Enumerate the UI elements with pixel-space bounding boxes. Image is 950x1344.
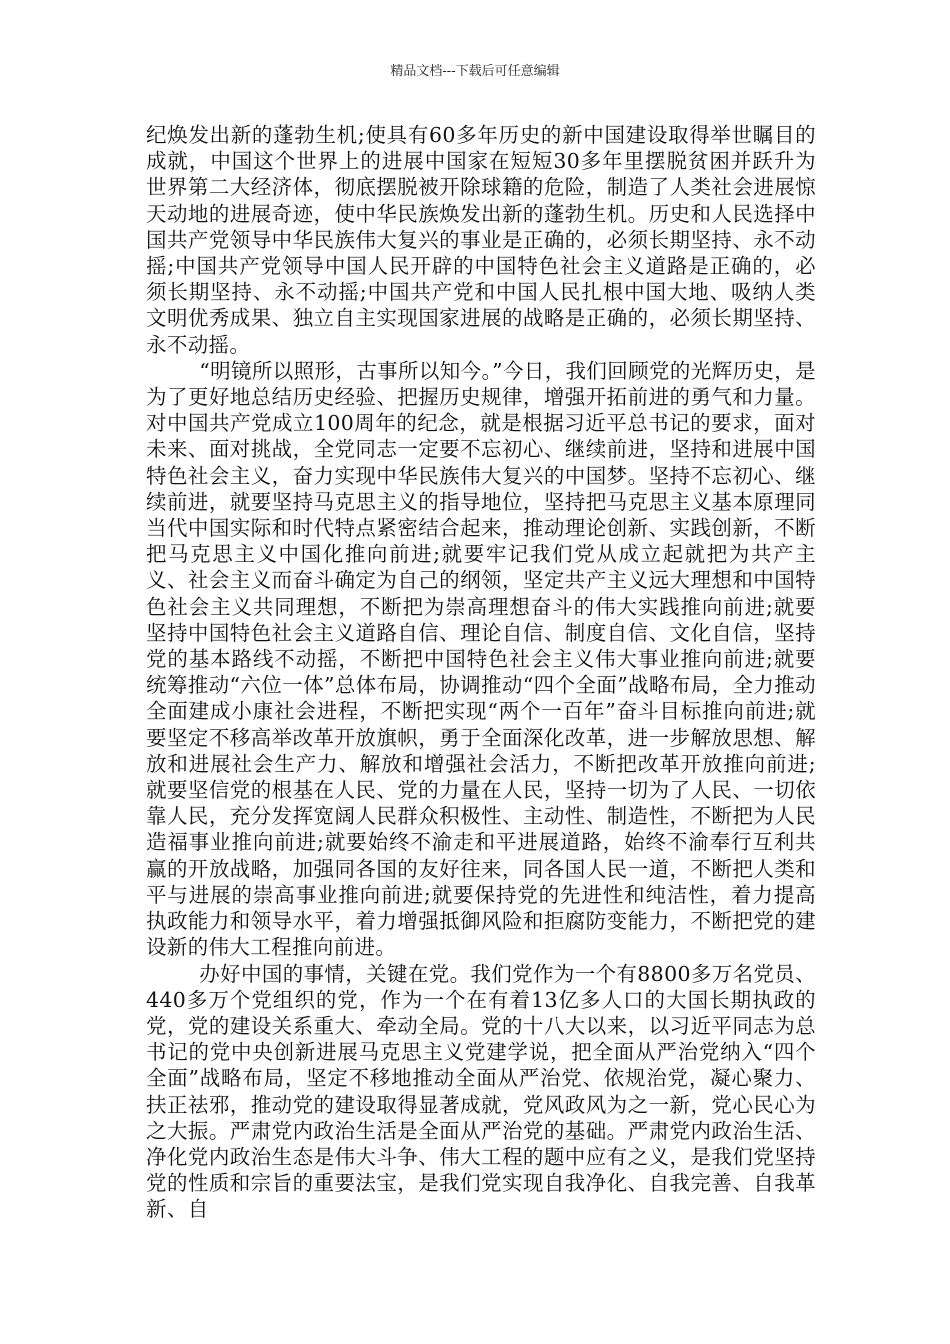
- paragraph-history-review: “明镜所以照形，古事所以知今。”今日，我们回顾党的光辉历史，是为了更好地总结历史经验、把握历史规律，增强开拓前进的勇气和力量。对中国共产党成立100周年的纪念，就是根据习近平总书记的要求，面对未来、面对挑战，全党同志一定要不忘初心、继续前进，坚持和进展中国特色社会主义，奋力实现中华民族伟大复兴的中国梦。坚持不忘初心、继续前进，就要坚持马克思主义的指导地位，坚持把马克思主义基本原理同当代中国实际和时代特点紧密结合起来，推动理论创新、实践创新，不断把马克思主义中国化推向前进;就要牢记我们党从成立起就把为共产主义、社会主义而奋斗确定为自己的纲领，坚定共产主义远大理想和中国特色社会主义共同理想，不断把为崇高理想奋斗的伟大实践推向前进;就要坚持中国特色社会主义道路自信、理论自信、制度自信、文化自信，坚持党的基本路线不动摇，不断把中国特色社会主义伟大事业推向前进;就要统筹推动“六位一体”总体布局，协调推动“四个全面”战略布局，全力推动全面建成小康社会进程，不断把实现“两个一百年”奋斗目标推向前进;就要坚定不移高举改革开放旗帜，勇于全面深化改革，进一步解放思想、解放和进展社会生产力、解放和增强社会活力，不断把改革开放推向前进;就要坚信党的根基在人民、党的力量在人民，坚持一切为了人民、一切依靠人民，充分发挥宽阔人民群众积极性、主动性、制造性，不断把为人民造福事业推向前进;就要始终不渝走和平进展道路，始终不渝奉行互利共赢的开放战略，加强同各国的友好往来，同各国人民一道，不断把人类和平与进展的崇高事业推向前进;就要保持党的先进性和纯洁性，着力提高执政能力和领导水平，着力增强抵御风险和拒腐防变能力，不断把党的建设新的伟大工程推向前进。: [146, 358, 816, 960]
- page-header: 精品文档---下载后可任意编辑: [390, 64, 560, 79]
- document-body: [146, 122, 816, 1223]
- paragraph-party-building: 办好中国的事情，关键在党。我们党作为一个有8800多万名党员、440多万个党组织的党，作为一个在有着13亿多人口的大国长期执政的党，党的建设关系重大、牵动全局。党的十八大以来，以习近平同志为总书记的党中央创新进展马克思主义党建学说，把全面从严治党纳入“四个全面”战略布局，坚定不移地推动全面从严治党、依规治党，凝心聚力、扶正祛邪，推动党的建设取得显著成就，党风政风为之一新，党心民心为之大振。严肃党内政治生活是全面从严治党的基础。严肃党内政治生活、净化党内政治生态是伟大斗争、伟大工程的题中应有之义，是我们党坚持党的性质和宗旨的重要法宝，是我们党实现自我净化、自我完善、自我革新、自: [146, 961, 816, 1222]
- paragraph-continued: 纪焕发出新的蓬勃生机;使具有60多年历史的新中国建设取得举世瞩目的成就，中国这个世界上的进展中国家在短短30多年里摆脱贫困并跃升为世界第二大经济体，彻底摆脱被开除球籍的危险，制造了人类社会进展惊天动地的进展奇迹，使中华民族焕发出新的蓬勃生机。历史和人民选择中国共产党领导中华民族伟大复兴的事业是正确的，必须长期坚持、永不动摇;中国共产党领导中国人民开辟的中国特色社会主义道路是正确的，必须长期坚持、永不动摇;中国共产党和中国人民扎根中国大地、吸纳人类文明优秀成果、独立自主实现国家进展的战略是正确的，必须长期坚持、永不动摇。: [146, 123, 816, 357]
